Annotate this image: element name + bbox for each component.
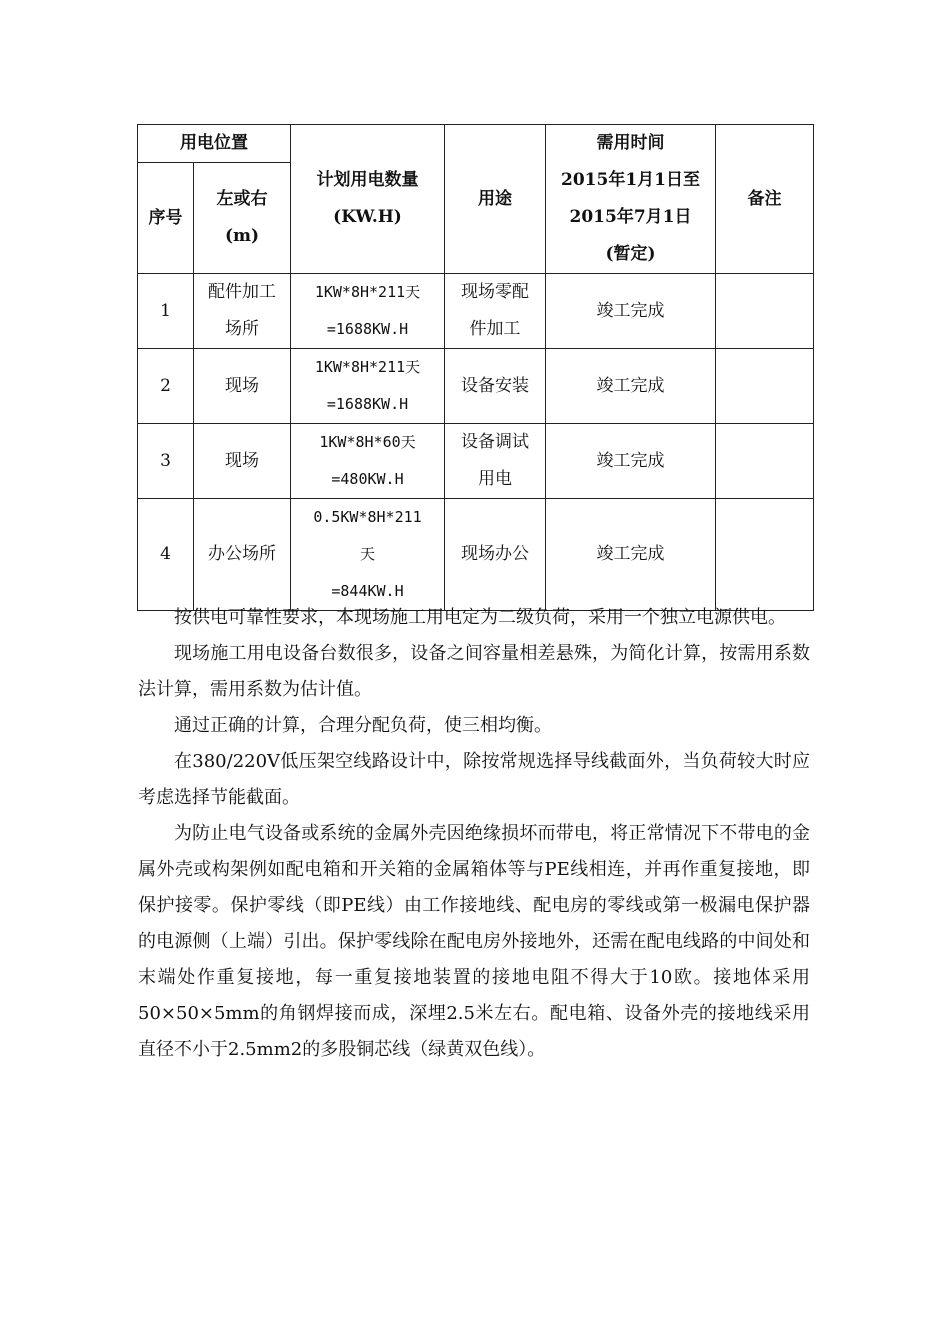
paragraph: 为防止电气设备或系统的金属外壳因绝缘损坏而带电，将正常情况下不带电的金属外壳或构架例如配电箱和开关箱的金属箱体等与PE线相连，并再作重复接地，即保护接零。保护零线（即PE线）由工作接地线、配电房的零线或第一极漏电保护器的电源侧（上端）引出。保护零线除在配电房外接地外，还需在配电线路的中间处和末端处作重复接地，每一重复接地装置的接地电阻不得大于10欧。接地体采用50×50×5mm的角钢焊接而成，深埋2.5米左右。配电箱、设备外壳的接地线采用直径不小于2.5mm2的多股铜芯线（绿黄双色线）。 (138, 823, 810, 1060)
plan-header (291, 125, 445, 274)
side-header-unit: (m) (224, 226, 260, 247)
time-cell: 竣工完成 (546, 274, 716, 349)
time-cell: 竣工完成 (546, 499, 716, 611)
seq-cell: 4 (138, 499, 194, 611)
table-row (138, 274, 814, 349)
location-header: 用电位置 (138, 125, 291, 163)
location-cell (194, 274, 291, 349)
location-line: 配件加工 (208, 282, 276, 302)
seq-cell: 1 (138, 274, 194, 349)
usage-line: 现场零配 (461, 282, 529, 302)
paragraph: 按供电可靠性要求，本现场施工用电定为二级负荷，采用一个独立电源供电。 (174, 607, 786, 628)
table-row (138, 349, 814, 424)
plan-line: 1KW*8H*60天 (319, 433, 416, 451)
time-header-line4: (暂定) (605, 244, 656, 264)
usage-cell: 设备安装 (445, 349, 546, 424)
power-usage-table (137, 124, 814, 611)
location-cell: 现场 (194, 349, 291, 424)
usage-cell (445, 274, 546, 349)
table-header-row (138, 125, 814, 163)
remark-header: 备注 (716, 125, 814, 274)
plan-line: =1688KW.H (326, 320, 409, 338)
plan-line: 1KW*8H*211天 (314, 283, 421, 301)
location-cell: 办公场所 (194, 499, 291, 611)
time-header-line2: 2015年1月1日至 (561, 170, 700, 190)
time-header-line1: 需用时间 (596, 133, 665, 153)
plan-header-label: 计划用电数量 (316, 170, 419, 190)
body-text (138, 600, 810, 1068)
usage-header: 用途 (445, 125, 546, 274)
seq-cell: 2 (138, 349, 194, 424)
plan-cell (291, 274, 445, 349)
location-line: 场所 (225, 319, 259, 339)
plan-line: =1688KW.H (326, 395, 409, 413)
time-header (546, 125, 716, 274)
paragraph: 现场施工用电设备台数很多，设备之间容量相差悬殊，为简化计算，按需用系数法计算，需用系数为估计值。 (138, 643, 810, 700)
paragraph: 在380/220V低压架空线路设计中，除按常规选择导线截面外，当负荷较大时应考虑选择节能截面。 (138, 751, 810, 808)
usage-cell (445, 424, 546, 499)
plan-cell (291, 349, 445, 424)
plan-line: 0.5KW*8H*211 (313, 508, 422, 526)
paragraph: 通过正确的计算，合理分配负荷，使三相均衡。 (174, 715, 552, 736)
remark-cell (716, 349, 814, 424)
time-cell: 竣工完成 (546, 424, 716, 499)
table-row (138, 424, 814, 499)
plan-line: 天 (359, 545, 375, 563)
usage-cell: 现场办公 (445, 499, 546, 611)
seq-cell: 3 (138, 424, 194, 499)
remark-cell (716, 424, 814, 499)
plan-cell (291, 499, 445, 611)
time-header-line3: 2015年7月1日 (569, 207, 692, 227)
remark-cell (716, 274, 814, 349)
usage-line: 设备调试 (461, 432, 529, 452)
seq-header: 序号 (138, 163, 194, 274)
remark-cell (716, 499, 814, 611)
usage-line: 用电 (478, 469, 512, 489)
time-cell: 竣工完成 (546, 349, 716, 424)
plan-line: =844KW.H (331, 582, 404, 600)
plan-line: 1KW*8H*211天 (314, 358, 421, 376)
side-header (194, 163, 291, 274)
table-row (138, 499, 814, 611)
plan-header-unit: (KW.H) (333, 207, 402, 227)
plan-line: =480KW.H (331, 470, 404, 488)
plan-cell (291, 424, 445, 499)
location-cell: 现场 (194, 424, 291, 499)
side-header-label: 左或右 (216, 189, 268, 210)
usage-line: 件加工 (469, 319, 521, 339)
